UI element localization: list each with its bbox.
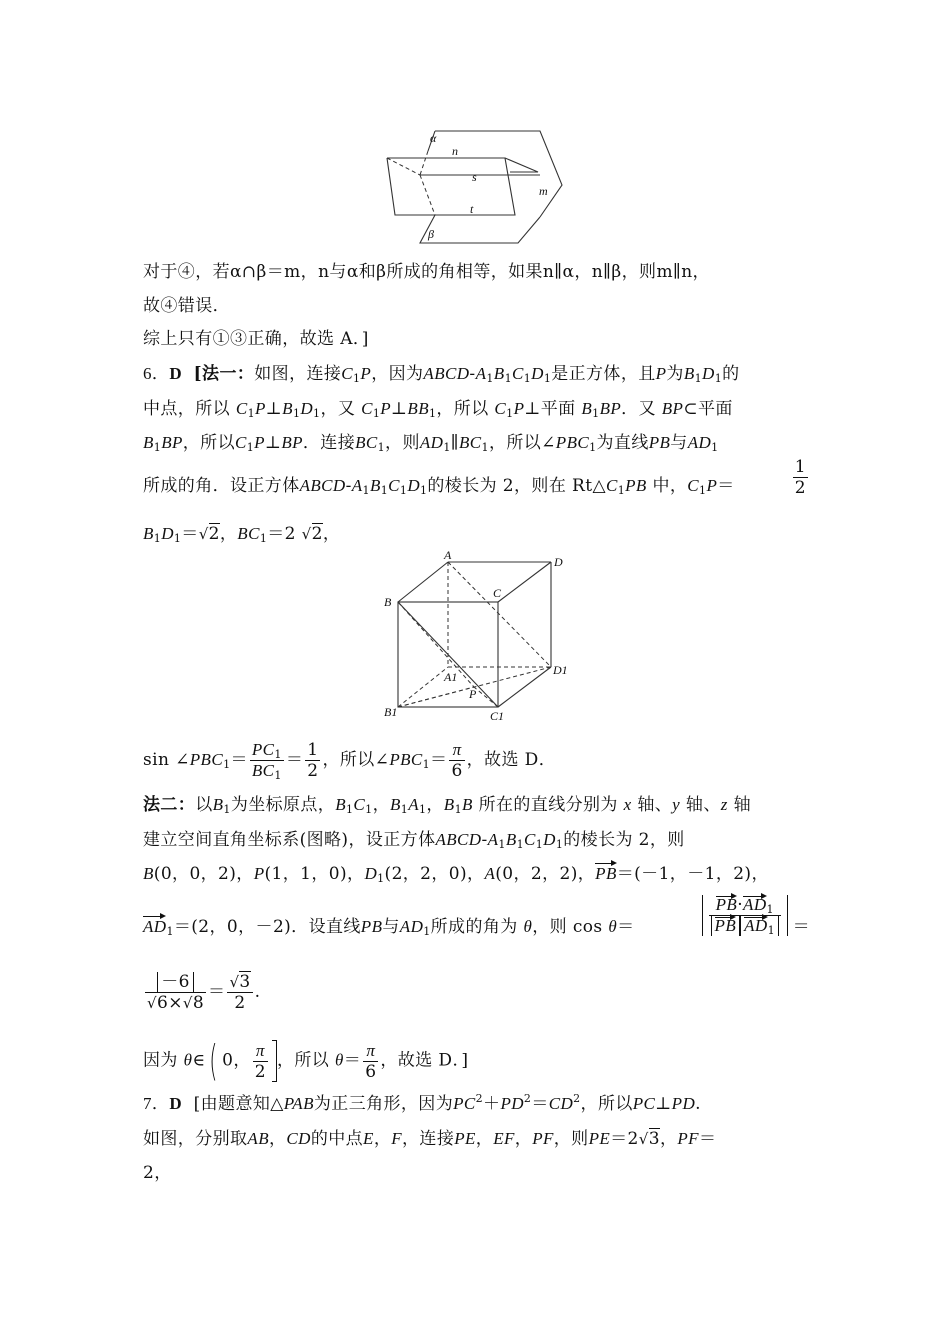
- q6-number: 6．: [143, 364, 170, 383]
- q6-method2: 法二：: [143, 795, 196, 815]
- text-line-3: 综上只有①③正确，故选 A．]: [143, 329, 369, 349]
- q6-m2-line-1: 法二：以$B_1$为坐标原点，$B_1C_1$，$B_1A_1$，$B_1B$ 所在的直线分别为 x 轴、y 轴、z 轴: [143, 795, 751, 816]
- q6-m2-line-5: $\frac{-6}{√6\times√8}$ ＝ $\frac{√3}{2}$ .: [147, 972, 261, 1013]
- text-line-1: 对于④，若α∩β＝m，n与α和β所成的角相等，如果n∥α，n∥β，则m∥n，: [143, 262, 710, 282]
- q6-line-4: 所成的角．设正方体ABCD-$A_1B_1C_1D_1$的棱长为 2，则在 $Rt\triangle C_1PB$ 中，$C_1P=$ $\frac{1}{2}$: [143, 457, 806, 498]
- cube-label-D: D: [554, 555, 563, 569]
- q6-line-3: $B_1BP$，所以$C_1P\perp BP$．连接$BC_1$，则$AD_1\parallel BC_1$，所以$\angle PBC_1$为直线PB与$AD_1$: [143, 433, 719, 454]
- q7-number: 7．: [143, 1094, 170, 1113]
- label-n: n: [452, 144, 458, 158]
- label-t: t: [470, 202, 474, 216]
- q7-answer: D: [169, 1094, 182, 1113]
- q6-m2-line-6: 因为 θ∈( 0， $\frac{\pi}{2}$ ，所以 θ＝ $\frac{\pi}{6}$ ，故选 D．]: [143, 1036, 469, 1085]
- label-alpha: α: [430, 131, 437, 145]
- cube-figure: [378, 550, 573, 725]
- q7-line-3: 2，: [143, 1163, 172, 1183]
- planes-figure: [380, 125, 570, 250]
- label-s: s: [472, 170, 477, 184]
- cube-label-C1: C1: [490, 709, 505, 723]
- label-m: m: [539, 184, 548, 198]
- q7-line-1: 7．D [由题意知△PAB为正三角形，因为$PC^2+PD^2=CD^2$，所以PC⊥PD.: [143, 1092, 701, 1114]
- cube-label-B1: B1: [384, 705, 398, 719]
- cube-label-P: P: [469, 687, 477, 701]
- cube-label-D1: D1: [553, 663, 568, 677]
- q6-m2-line-4: $AD_1=(2$，0，－2)．设直线PB与$AD_1$所成的角为 θ，则 cos θ＝ $\frac{PB\cdot AD_1}{PB AD_1}$ ＝: [143, 895, 810, 938]
- q6-line-5: $B_1D_1=√2$，$BC_1=2$ √2，: [143, 524, 341, 545]
- q6-m2-line-2: 建立空间直角坐标系(图略)，设正方体ABCD-$A_1B_1C_1D_1$的棱长为 2，则: [143, 830, 685, 851]
- cube-label-B: B: [384, 595, 392, 609]
- q6-line-1: 6．D [法一：如图，连接$C_1P$，因为ABCD-$A_1B_1C_1D_1$是正方体，且P为$B_1D_1$的: [143, 364, 740, 385]
- q7-line-2: 如图，分别取AB，CD的中点E，F，连接PE，EF，PF，则PE＝2√3，PF＝: [143, 1129, 717, 1149]
- text-line-2: 故④错误．: [143, 296, 230, 316]
- q6-line-2: 中点，所以 $C_1P\perp B_1D_1$，又 $C_1P\perp BB_1$，所以 $C_1P\perp$平面 $B_1BP$．又 BP⊂平面: [143, 399, 733, 420]
- q6-method1: [法一：: [193, 364, 255, 384]
- q6-m2-line-3: B(0，0，2)，P(1，1，0)，$D_1(2$，2，0)，A(0，2，2)，PB＝(－1，－1，2)，: [143, 864, 769, 885]
- cube-label-A: A: [444, 550, 452, 562]
- q6-answer: D: [169, 364, 182, 383]
- cube-label-A1: A1: [444, 670, 458, 684]
- label-beta: β: [428, 227, 434, 241]
- cube-label-C: C: [493, 586, 502, 600]
- q6-sin-line: $\sin \angle PBC_1=$ $\frac{PC_1}{BC_1}$ ＝ $\frac{1}{2}$ ，所以$\angle PBC_1=$ $\frac{\pi}{6}$ ，故选 D．: [143, 740, 557, 782]
